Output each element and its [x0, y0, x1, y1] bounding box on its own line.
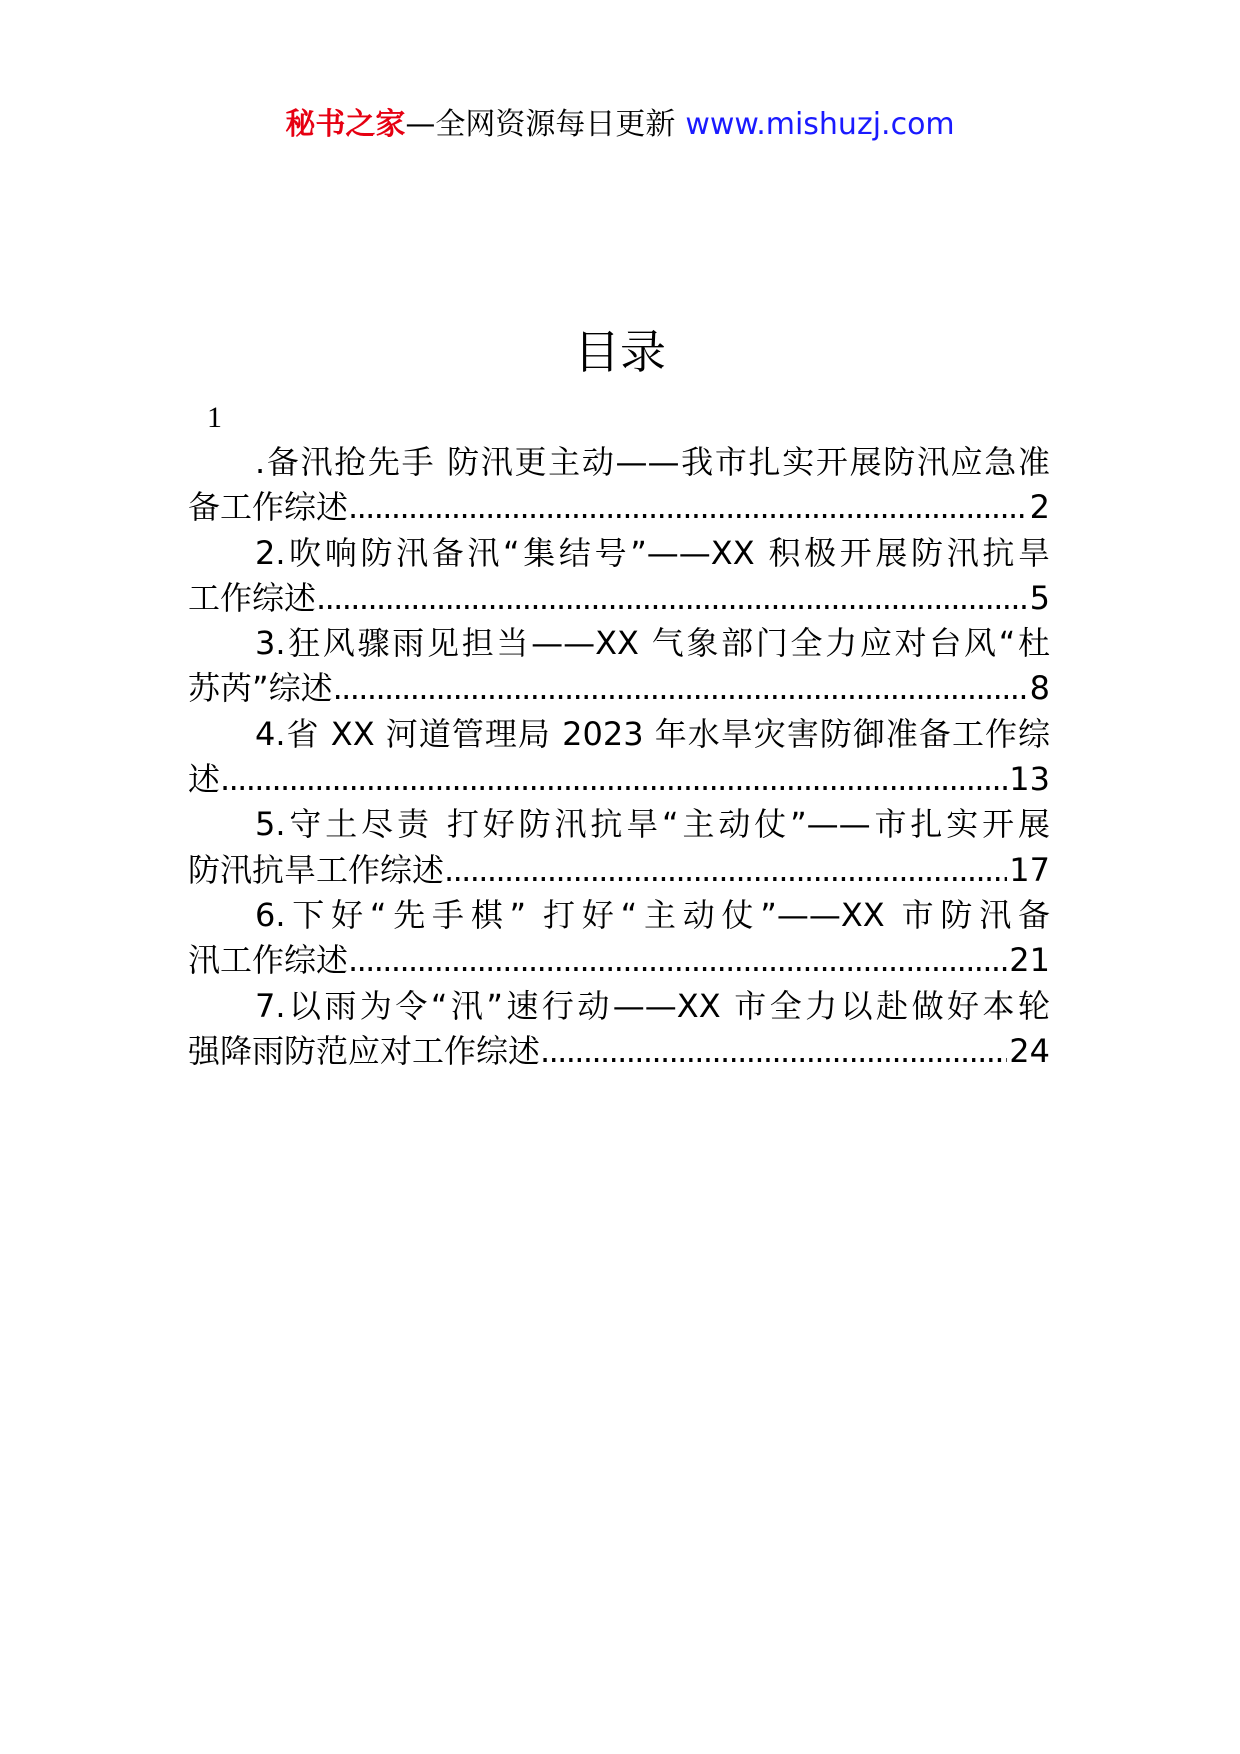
toc-entry-title: .备汛抢先手 防汛更主动——我市扎实开展防汛应急准 — [255, 443, 1050, 481]
toc-entry-number: 1 — [207, 401, 222, 434]
toc-page-number: 8 — [1029, 669, 1050, 708]
brand-name: 秘书之家 — [285, 107, 406, 142]
dot-leader — [444, 848, 1007, 893]
toc-entry — [188, 531, 1050, 622]
toc-entry — [188, 893, 1050, 984]
dot-leader — [348, 938, 1007, 983]
toc-entry — [188, 440, 1050, 531]
toc-page-number: 2 — [1029, 488, 1050, 527]
table-of-contents — [188, 440, 1050, 1074]
toc-entry-continuation — [188, 848, 1050, 893]
toc-entry — [188, 984, 1050, 1075]
toc-entry-continuation — [188, 1029, 1050, 1074]
toc-entry-title-end: 述 — [188, 760, 221, 799]
toc-entry — [188, 712, 1050, 803]
toc-entry-title-end: 防汛抗旱工作综述 — [188, 850, 445, 889]
toc-entry-title-end: 工作综述 — [188, 578, 317, 617]
toc-entry — [188, 621, 1050, 712]
toc-entry-continuation — [188, 757, 1050, 802]
toc-entry-title: 5.守土尽责 打好防汛抗旱“主动仗”——市扎实开展 — [255, 805, 1050, 844]
toc-page-number: 24 — [1009, 1031, 1050, 1070]
toc-entry-continuation — [188, 666, 1050, 711]
page-title: 目录 — [574, 325, 666, 379]
dot-leader — [220, 757, 1007, 802]
toc-entry-title: 4.省 XX 河道管理局 2023 年水旱灾害防御准备工作综 — [255, 714, 1050, 753]
toc-entry-title: 3.狂风骤雨见担当——XX 气象部门全力应对台风“杜 — [255, 624, 1050, 663]
toc-entry-title-end: 备工作综述 — [188, 488, 349, 527]
toc-entry-continuation — [188, 576, 1050, 621]
toc-page-number: 17 — [1009, 850, 1050, 889]
toc-entry-title-end: 汛工作综述 — [188, 941, 349, 980]
toc-entry-title: 6.下好“先手棋” 打好“主动仗”——XX 市防汛备 — [255, 895, 1050, 934]
dot-leader — [348, 485, 1028, 530]
toc-entry-title: 2.吹响防汛备汛“集结号”——XX 积极开展防汛抗旱 — [255, 533, 1050, 572]
toc-entry-title-end: 苏芮”综述 — [188, 669, 333, 708]
toc-page-number: 21 — [1009, 941, 1050, 980]
website-url: www.mishuzj.com — [685, 107, 955, 142]
dot-leader — [316, 576, 1028, 621]
toc-page-number: 13 — [1009, 760, 1050, 799]
header-tagline: —全网资源每日更新 — [405, 107, 676, 142]
toc-entry-title-end: 强降雨防范应对工作综述 — [188, 1031, 541, 1070]
page-header — [0, 103, 1240, 147]
toc-entry-continuation — [188, 938, 1050, 983]
toc-entry-continuation — [188, 485, 1050, 530]
dot-leader — [540, 1029, 1007, 1074]
toc-page-number: 5 — [1029, 578, 1050, 617]
toc-entry — [188, 802, 1050, 893]
toc-entry-title: 7.以雨为令“汛”速行动——XX 市全力以赴做好本轮 — [255, 986, 1050, 1025]
dot-leader — [333, 666, 1028, 711]
